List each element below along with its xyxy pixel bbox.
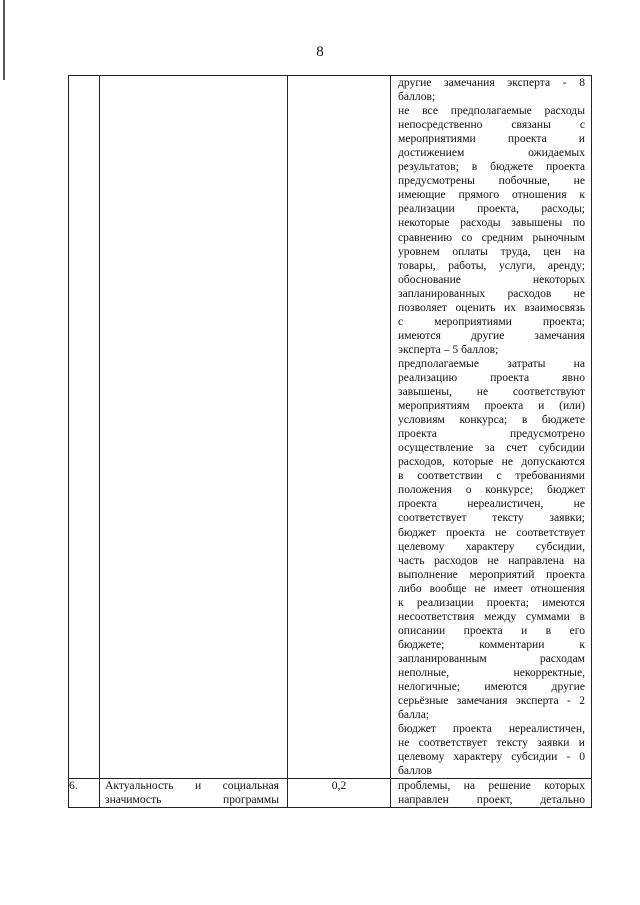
text-line: балла; — [398, 708, 430, 722]
text-line: положения о конкурсе; бюджет — [398, 483, 585, 497]
weight-cell — [288, 76, 391, 779]
table-row — [69, 779, 592, 808]
text-line: проблемы, на решение которых — [398, 779, 585, 793]
criterion-title-cell — [100, 76, 288, 779]
criteria-description-cell — [391, 779, 592, 808]
text-line: описании проекта и в его — [398, 623, 585, 637]
text-line: запланированных расходов не — [398, 286, 585, 300]
text-line: не все предполагаемые расходы — [398, 104, 585, 118]
number-cell — [69, 76, 100, 779]
text-line: обоснование некоторых — [398, 272, 585, 286]
text-line: несоответствия между суммами в — [398, 609, 585, 623]
text-line: предполагаемые затраты на — [398, 356, 585, 370]
text-line: проекта нереалистичен, не — [398, 497, 585, 511]
text-line: к реализации проекта; имеются — [398, 595, 585, 609]
criterion-title-cell — [100, 779, 288, 808]
text-line: некоторые расходы завышены по — [398, 216, 585, 230]
text-line: в соответствии с требованиями — [398, 469, 585, 483]
text-line: выполнение мероприятий проекта — [398, 567, 585, 581]
text-line: осуществление за счет субсидии — [398, 441, 585, 455]
text-line: завышены, не соответствуют — [398, 385, 585, 399]
criteria-description-text — [391, 779, 591, 807]
text-line: мероприятиям проекта и (или) — [398, 399, 585, 413]
text-line: бюджет проекта нереалистичен, — [398, 722, 585, 736]
text-line: сравнению со средним рыночным — [398, 230, 585, 244]
table-row — [69, 76, 592, 779]
text-line: проекта предусмотрено — [398, 427, 585, 441]
text-line: расходов, которые не допускаются — [398, 455, 585, 469]
text-line: предусмотрены побочные, не — [398, 174, 585, 188]
text-line: товары, работы, услуги, аренду; — [398, 258, 585, 272]
text-line: значимость программы — [105, 793, 279, 807]
text-line: целевому характеру субсидии, — [398, 539, 585, 553]
page-number: 8 — [316, 44, 324, 60]
text-line: неполные, некорректные, — [398, 665, 585, 679]
text-line: имеющие прямого отношения к — [398, 188, 585, 202]
text-line: серьёзные замечания эксперта - 2 — [398, 694, 585, 708]
text-line: часть расходов не направлена на — [398, 553, 585, 567]
text-line: результатов; в бюджете проекта — [398, 160, 585, 174]
text-line: эксперта – 5 баллов; — [398, 342, 499, 356]
page-edge-mark — [3, 0, 5, 80]
row-number: 6. — [69, 779, 100, 808]
criterion-title — [100, 779, 287, 807]
text-line: с мероприятиями проекта; — [398, 314, 585, 328]
weight-value: 0,2 — [288, 779, 391, 808]
text-line: мероприятиями проекта и — [398, 132, 585, 146]
text-line: уровнем оплаты труда, цен на — [398, 244, 585, 258]
text-line: условиям конкурса; в бюджете — [398, 413, 585, 427]
criteria-description-cell — [391, 76, 592, 779]
text-line: бюджете; комментарии к — [398, 637, 585, 651]
text-line: непосредственно связаны с — [398, 118, 585, 132]
text-line: имеются другие замечания — [398, 328, 585, 342]
text-line: достижением ожидаемых — [398, 146, 585, 160]
text-line: соответствует тексту заявки; — [398, 511, 585, 525]
text-line: не соответствует тексту заявки и — [398, 736, 585, 750]
text-line: нелогичные; имеются другие — [398, 680, 585, 694]
text-line: реализацию проекта явно — [398, 370, 585, 384]
text-line: Актуальность и социальная — [105, 779, 279, 793]
criteria-table — [68, 75, 592, 808]
text-line: бюджет проекта не соответствует — [398, 525, 585, 539]
text-line: целевому характеру субсидии - 0 — [398, 750, 585, 764]
text-line: направлен проект, детально — [398, 793, 585, 807]
criteria-description-text — [391, 76, 591, 778]
text-line: запланированным расходам — [398, 651, 585, 665]
text-line: баллов — [398, 764, 432, 778]
text-line: реализации проекта, расходы; — [398, 202, 585, 216]
text-line: позволяет оценить их взаимосвязь — [398, 300, 585, 314]
text-line: баллов; — [398, 90, 436, 104]
text-line: либо вообще не имеет отношения — [398, 581, 585, 595]
text-line: другие замечания эксперта - 8 — [398, 76, 585, 89]
